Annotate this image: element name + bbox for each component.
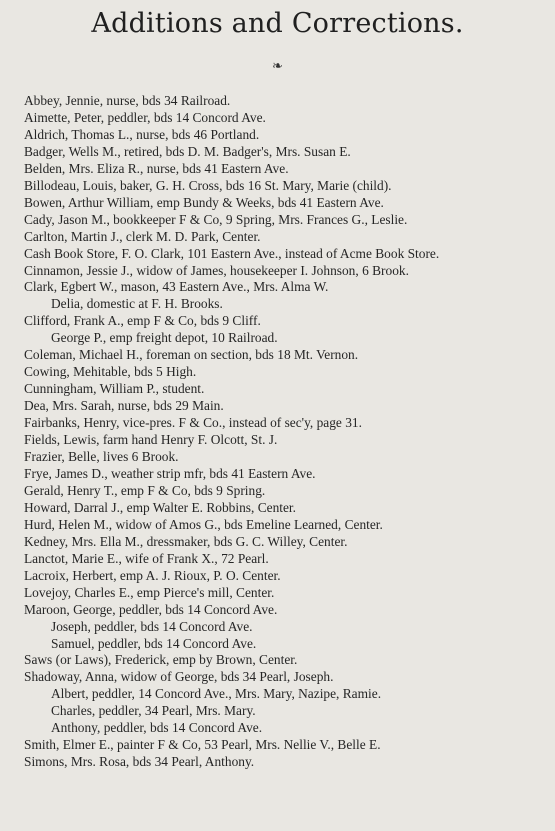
directory-entry: Lanctot, Marie E., wife of Frank X., 72 Pearl.	[24, 550, 269, 566]
directory-entry: Aldrich, Thomas L., nurse, bds 46 Portland.	[24, 126, 260, 142]
directory-entry: Badger, Wells M., retired, bds D. M. Badger's, Mrs. Susan E.	[24, 143, 351, 159]
directory-entry: Gerald, Henry T., emp F & Co, bds 9 Spring.	[24, 482, 266, 498]
entry-list	[24, 93, 539, 771]
directory-entry: Frye, James D., weather strip mfr, bds 41 Eastern Ave.	[24, 465, 316, 481]
directory-entry: Fairbanks, Henry, vice-pres. F & Co., instead of sec'y, page 31.	[24, 415, 362, 431]
directory-entry: Howard, Darral J., emp Walter E. Robbins, Center.	[24, 499, 297, 515]
page-title: Additions and Corrections.	[91, 8, 464, 39]
sub-entry: Delia, domestic at F. H. Brooks.	[51, 296, 223, 312]
directory-entry: Cunningham, William P., student.	[24, 381, 205, 397]
sub-entry: Charles, peddler, 34 Pearl, Mrs. Mary.	[51, 703, 256, 719]
directory-entry: Cinnamon, Jessie J., widow of James, housekeeper I. Johnson, 6 Brook.	[24, 262, 409, 278]
directory-entry: Maroon, George, peddler, bds 14 Concord Ave.	[24, 601, 278, 617]
directory-entry: Smith, Elmer E., painter F & Co, 53 Pearl, Mrs. Nellie V., Belle E.	[24, 737, 381, 753]
directory-entry: Lovejoy, Charles E., emp Pierce's mill, Center.	[24, 584, 275, 600]
directory-entry: Bowen, Arthur William, emp Bundy & Weeks, bds 41 Eastern Ave.	[24, 194, 384, 210]
directory-entry: Clifford, Frank A., emp F & Co, bds 9 Cliff.	[24, 313, 261, 329]
directory-entry: Dea, Mrs. Sarah, nurse, bds 29 Main.	[24, 398, 224, 414]
sub-entry: Albert, peddler, 14 Concord Ave., Mrs. Mary, Nazipe, Ramie.	[51, 686, 382, 702]
directory-entry: Kedney, Mrs. Ella M., dressmaker, bds G. C. Willey, Center.	[24, 533, 348, 549]
directory-entry: Simons, Mrs. Rosa, bds 34 Pearl, Anthony.	[24, 754, 255, 770]
sub-entry: Samuel, peddler, bds 14 Concord Ave.	[51, 635, 257, 651]
fleuron-ornament-icon: ❧	[272, 58, 283, 73]
sub-entry: Joseph, peddler, bds 14 Concord Ave.	[51, 618, 253, 634]
directory-entry: Saws (or Laws), Frederick, emp by Brown, Center.	[24, 652, 298, 668]
directory-entry: Cash Book Store, F. O. Clark, 101 Eastern Ave., instead of Acme Book Store.	[24, 245, 440, 261]
directory-entry: Cowing, Mehitable, bds 5 High.	[24, 364, 197, 380]
directory-entry: Aimette, Peter, peddler, bds 14 Concord Ave.	[24, 109, 266, 125]
sub-entry: Anthony, peddler, bds 14 Concord Ave.	[51, 720, 263, 736]
directory-entry: Cady, Jason M., bookkeeper F & Co, 9 Spring, Mrs. Frances G., Leslie.	[24, 211, 408, 227]
directory-entry: Belden, Mrs. Eliza R., nurse, bds 41 Eastern Ave.	[24, 160, 289, 176]
directory-entry: Coleman, Michael H., foreman on section, bds 18 Mt. Vernon.	[24, 347, 359, 363]
directory-entry: Clark, Egbert W., mason, 43 Eastern Ave., Mrs. Alma W.	[24, 279, 329, 295]
directory-entry: Shadoway, Anna, widow of George, bds 34 Pearl, Joseph.	[24, 669, 334, 685]
directory-entry: Hurd, Helen M., widow of Amos G., bds Emeline Learned, Center.	[24, 516, 383, 532]
directory-entry: Fields, Lewis, farm hand Henry F. Olcott, St. J.	[24, 432, 278, 448]
directory-entry: Lacroix, Herbert, emp A. J. Rioux, P. O. Center.	[24, 567, 281, 583]
sub-entry: George P., emp freight depot, 10 Railroad.	[51, 330, 278, 346]
directory-entry: Frazier, Belle, lives 6 Brook.	[24, 449, 179, 465]
directory-entry: Abbey, Jennie, nurse, bds 34 Railroad.	[24, 93, 231, 108]
directory-entry: Billodeau, Louis, baker, G. H. Cross, bds 16 St. Mary, Marie (child).	[24, 177, 392, 193]
directory-entry: Carlton, Martin J., clerk M. D. Park, Center.	[24, 228, 261, 244]
